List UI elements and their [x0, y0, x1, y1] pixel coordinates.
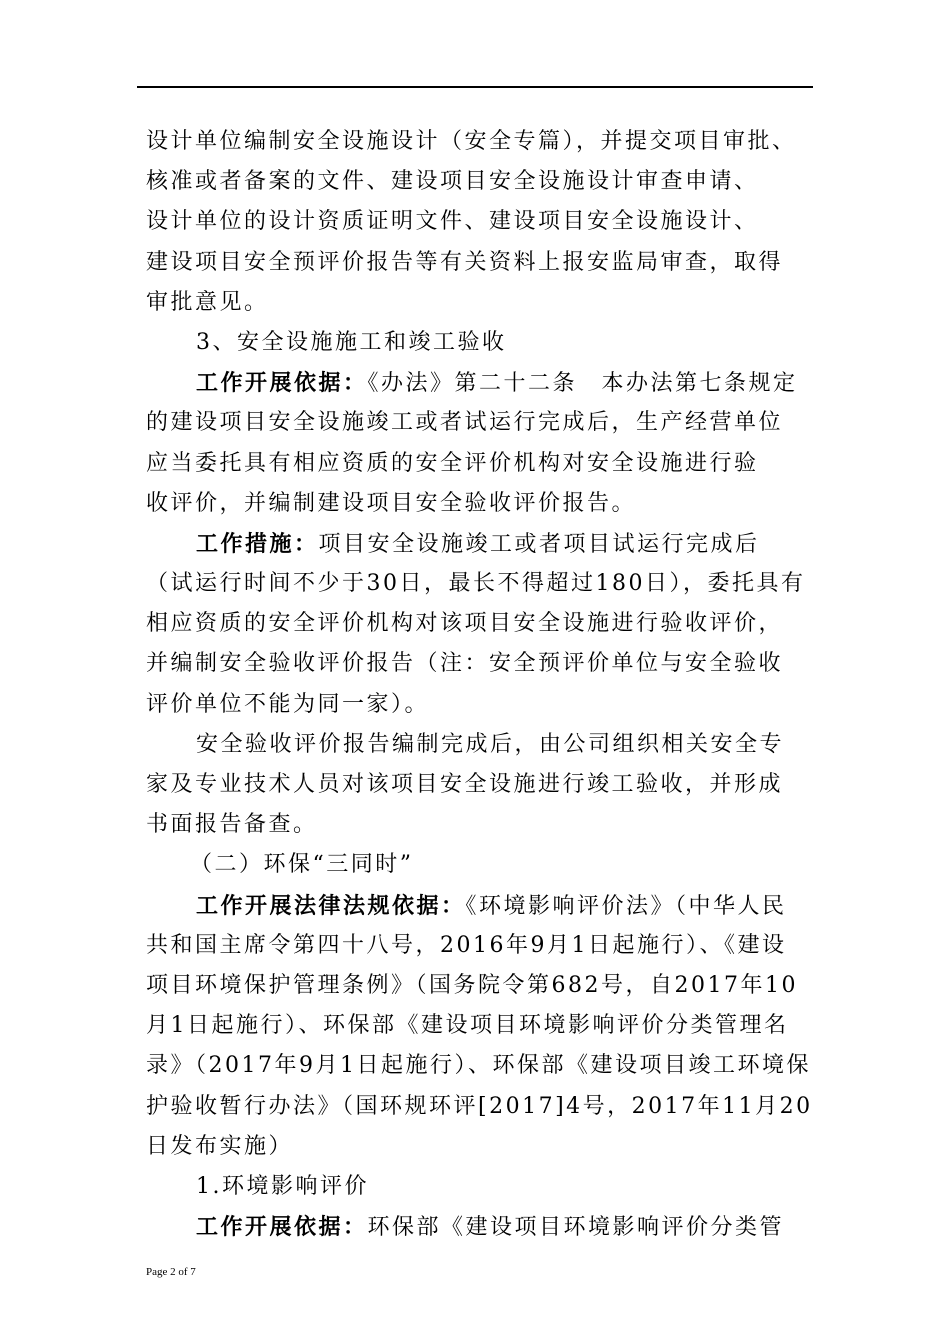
section-heading: （二）环保“三同时”	[190, 852, 414, 878]
header-rule	[137, 86, 813, 88]
paragraph-start: 安全验收评价报告编制完成后，由公司组织相关安全专	[196, 731, 785, 757]
text-line: 的建设项目安全设施竣工或者试运行完成后，生产经营单位	[146, 410, 784, 436]
text-line: 共和国主席令第四十八号，2016年9月1日起施行）、《建设	[146, 932, 787, 958]
text-line: 收评价，并编制建设项目安全验收评价报告。	[146, 490, 637, 516]
paragraph-lead: 工作开展依据：	[196, 370, 368, 397]
page-number: Page 2 of 7	[146, 1266, 196, 1278]
paragraph-text: 《环境影响评价法》（中华人民	[465, 893, 787, 919]
paragraph-start	[146, 1207, 808, 1247]
paragraph-lead: 工作开展依据：	[196, 1214, 368, 1241]
text-line: 家及专业技术人员对该项目安全设施进行竣工验收，并形成	[146, 772, 784, 797]
text-line: 并编制安全验收评价报告（注：安全预评价单位与安全验收	[146, 651, 784, 677]
text-line: 审批意见。	[146, 289, 269, 315]
section-heading: 3、安全设施施工和竣工验收	[196, 329, 507, 355]
section-heading: 1.环境影响评价	[196, 1173, 369, 1199]
text-line: 书面报告备查。	[146, 812, 318, 838]
text-line: 护验收暂行办法》（国环规环评[2017]4号，2017年11月20	[146, 1093, 813, 1119]
paragraph-text: 环保部《建设项目环境影响评价分类管	[367, 1215, 785, 1241]
text-line: 评价单位不能为同一家）。	[146, 691, 430, 717]
paragraph-text: 项目安全设施竣工或者项目试运行完成后	[318, 531, 760, 557]
text-line: 设计单位编制安全设施设计（安全专篇），并提交项目审批、	[146, 129, 797, 154]
paragraph-start	[146, 886, 808, 926]
text-line: 设计单位的设计资质证明文件、建设项目安全设施设计、	[146, 209, 759, 235]
text-line: 应当委托具有相应资质的安全评价机构对安全设施进行验	[146, 450, 759, 476]
text-line: 项目环境保护管理条例》（国务院令第682号，自2017年10	[146, 972, 798, 998]
text-line: 月1日起施行）、环保部《建设项目环境影响评价分类管理名	[146, 1013, 789, 1039]
document-body	[146, 122, 813, 1247]
paragraph-lead: 工作措施：	[196, 530, 319, 557]
text-line: 建设项目安全预评价报告等有关资料上报安监局审查，取得	[146, 249, 784, 275]
paragraph-lead: 工作开展法律法规依据：	[196, 892, 466, 919]
text-line: 日发布实施）	[146, 1133, 294, 1159]
text-line: 录》（2017年9月1日起施行）、环保部《建设项目竣工环境保	[146, 1053, 811, 1079]
text-line: 相应资质的安全评价机构对该项目安全设施进行验收评价，	[146, 611, 784, 637]
paragraph-start	[146, 363, 808, 403]
paragraph-start	[146, 524, 808, 564]
text-line: 核准或者备案的文件、建设项目安全设施设计审查申请、	[146, 169, 759, 195]
text-line: （试运行时间不少于30日，最长不得超过180日），委托具有	[146, 571, 806, 597]
paragraph-text: 《办法》第二十二条 本办法第七条规定	[367, 371, 798, 397]
